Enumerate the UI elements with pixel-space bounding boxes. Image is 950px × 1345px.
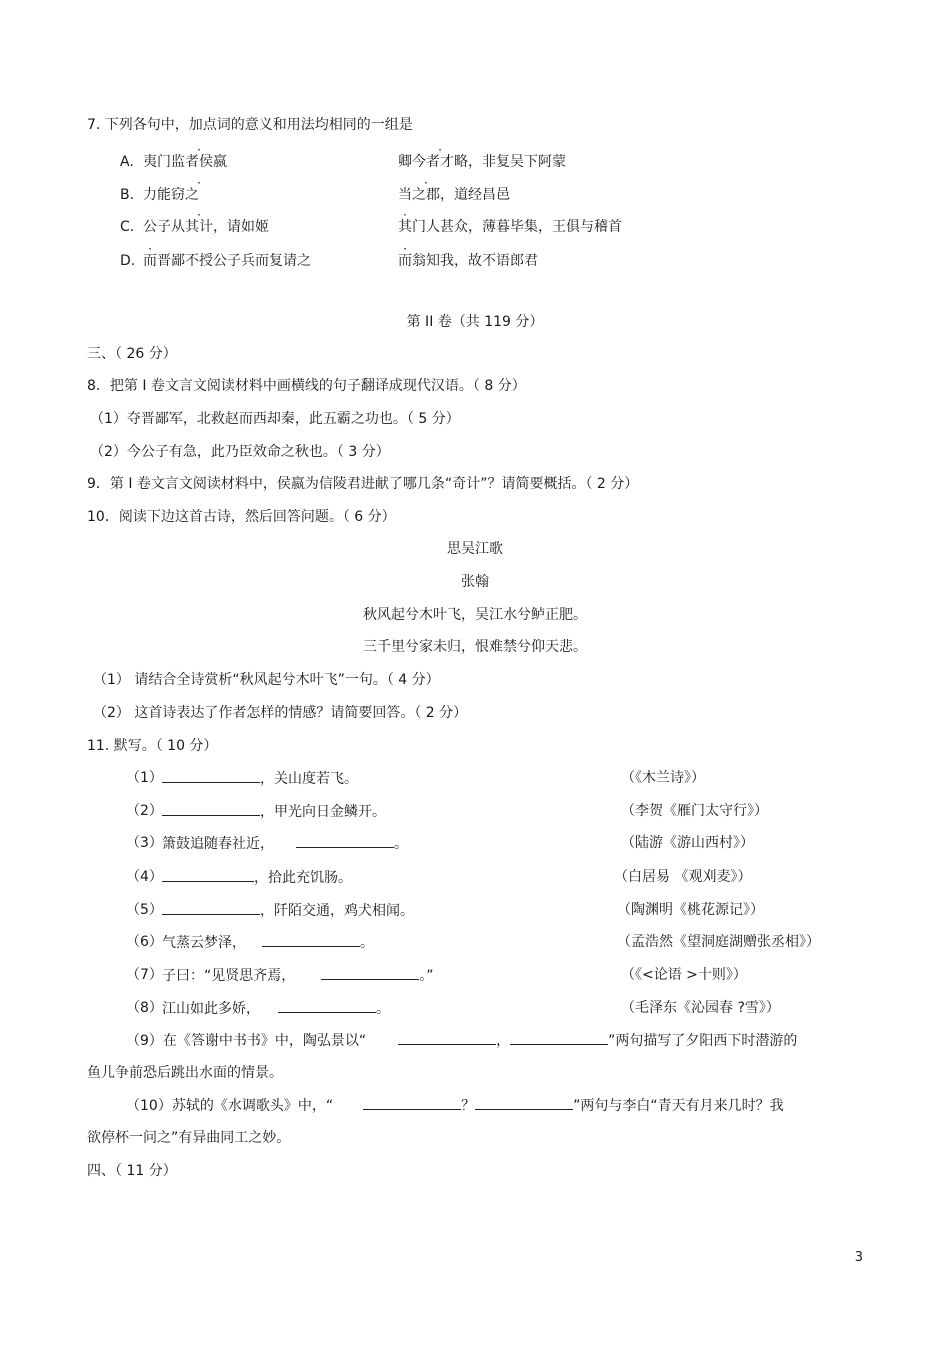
answer-blank[interactable] <box>510 1030 608 1045</box>
dictation-text: ，甲光向日金鳞开。 <box>162 801 386 822</box>
option-left-text: 而晋鄙不授公子兵而复请之 <box>143 253 311 269</box>
dictation-text: 气蒸云梦泽， 。 <box>162 932 374 953</box>
option-letter: B. <box>120 187 135 203</box>
answer-blank[interactable] <box>363 1095 461 1110</box>
dictation-source: （白居易 《观刈麦》） <box>614 869 752 885</box>
answer-blank[interactable] <box>321 965 419 980</box>
dictation-10-continued: 欲停杯一问之”有异曲同工之妙。 <box>87 1130 291 1146</box>
dictation-number: （8） <box>126 1000 163 1016</box>
q11: 11. 默写。（ 10 分） <box>87 738 218 754</box>
dictation-source: （李贺《雁门太守行》） <box>621 803 768 819</box>
q8: 8．把第 I 卷文言文阅读材料中画横线的句子翻译成现代汉语。（ 8 分） <box>87 378 526 394</box>
answer-blank[interactable] <box>296 833 394 848</box>
dictation-text: ，关山度若飞。 <box>162 768 358 789</box>
dictation-text: 子曰：“见贤思齐焉， 。” <box>162 965 434 986</box>
option-letter: D. <box>120 253 136 269</box>
q7-stem: 7. 下列各句中，加点词的意义和用法均相同的一组是 <box>87 117 413 133</box>
option-left-text: 力能窃之 <box>143 187 199 203</box>
answer-blank[interactable] <box>278 998 376 1013</box>
dictation-source: （孟浩然《望洞庭湖赠张丞相》） <box>617 934 820 950</box>
dictation-source: （《木兰诗》） <box>621 770 705 786</box>
section3-heading: 三、（ 26 分） <box>87 346 177 362</box>
dictation-number: （6） <box>126 934 163 950</box>
option-right-text: 而翁知我，故不语郎君 <box>398 253 538 269</box>
answer-blank[interactable] <box>398 1030 496 1045</box>
q10: 10．阅读下边这首古诗，然后回答问题。（ 6 分） <box>87 509 396 525</box>
q8-1: （1）夺晋鄙军，北救赵而西却秦，此五霸之功也。（ 5 分） <box>90 411 460 427</box>
q10-2: （2） 这首诗表达了作者怎样的情感？请简要回答。（ 2 分） <box>93 705 468 721</box>
answer-blank[interactable] <box>162 900 260 915</box>
dictation-10: （10）苏轼的《水调歌头》中，“ ？ ”两句与李白“青天有月来几时？我 <box>126 1095 784 1116</box>
answer-blank[interactable] <box>475 1095 573 1110</box>
option-letter: C. <box>120 219 135 235</box>
poem-line-1: 秋风起兮木叶飞，吴江水兮鲈正肥。 <box>363 607 587 623</box>
answer-blank[interactable] <box>162 801 260 816</box>
answer-blank[interactable] <box>162 768 260 783</box>
dictation-source: （陶渊明《桃花源记》） <box>617 902 764 918</box>
poem-author: 张翰 <box>461 574 489 590</box>
dictation-source: （《<论语 >十则》） <box>621 967 747 983</box>
section4-heading: 四、（ 11 分） <box>87 1163 177 1179</box>
dictation-number: （1） <box>126 770 163 786</box>
poem-title: 思吴江歌 <box>447 541 503 557</box>
dictation-number: （4） <box>126 869 163 885</box>
dictation-number: （3） <box>126 835 163 851</box>
page-number: 3 <box>854 1250 863 1265</box>
volume2-title: 第 II 卷（共 119 分） <box>406 314 544 330</box>
answer-blank[interactable] <box>262 932 360 947</box>
dictation-source: （陆游《游山西村》） <box>621 835 754 851</box>
dictation-text: ，阡陌交通，鸡犬相闻。 <box>162 900 414 921</box>
q9: 9．第 I 卷文言文阅读材料中，侯嬴为信陵君进献了哪几条“奇计”？请简要概括。（ 2 分） <box>87 476 639 492</box>
dictation-9: （9）在《答谢中书书》中，陶弘景以“ ， ”两句描写了夕阳西下时潜游的 <box>126 1030 797 1051</box>
option-letter: A. <box>120 154 134 170</box>
poem-line-2: 三千里兮家未归，恨难禁兮仰天悲。 <box>363 639 587 655</box>
dictation-number: （2） <box>126 803 163 819</box>
answer-blank[interactable] <box>162 867 254 882</box>
dictation-text: ，拾此充饥肠。 <box>162 867 352 888</box>
dictation-number: （5） <box>126 902 163 918</box>
option-left-text: 公子从其计，请如姬 <box>143 219 269 235</box>
dictation-text: 箫鼓追随春社近， 。 <box>162 833 408 854</box>
option-right-text: 当之郡，道经昌邑 <box>398 187 510 203</box>
option-right-text: 卿今者才略，非复吴下阿蒙 <box>398 154 566 170</box>
q10-1: （1） 请结合全诗赏析“秋风起兮木叶飞”一句。（ 4 分） <box>93 672 440 688</box>
dictation-number: （7） <box>126 967 163 983</box>
dictation-text: 江山如此多娇， 。 <box>162 998 390 1019</box>
option-right-text: 其门人甚众，薄暮毕集，王俱与稽首 <box>398 219 622 235</box>
q8-2: （2）今公子有急，此乃臣效命之秋也。（ 3 分） <box>90 444 390 460</box>
dictation-source: （毛泽东《沁园春 ?雪》） <box>621 1000 780 1016</box>
option-left-text: 夷门监者侯嬴 <box>143 154 227 170</box>
dictation-9-continued: 鱼儿争前恐后跳出水面的情景。 <box>87 1065 283 1081</box>
